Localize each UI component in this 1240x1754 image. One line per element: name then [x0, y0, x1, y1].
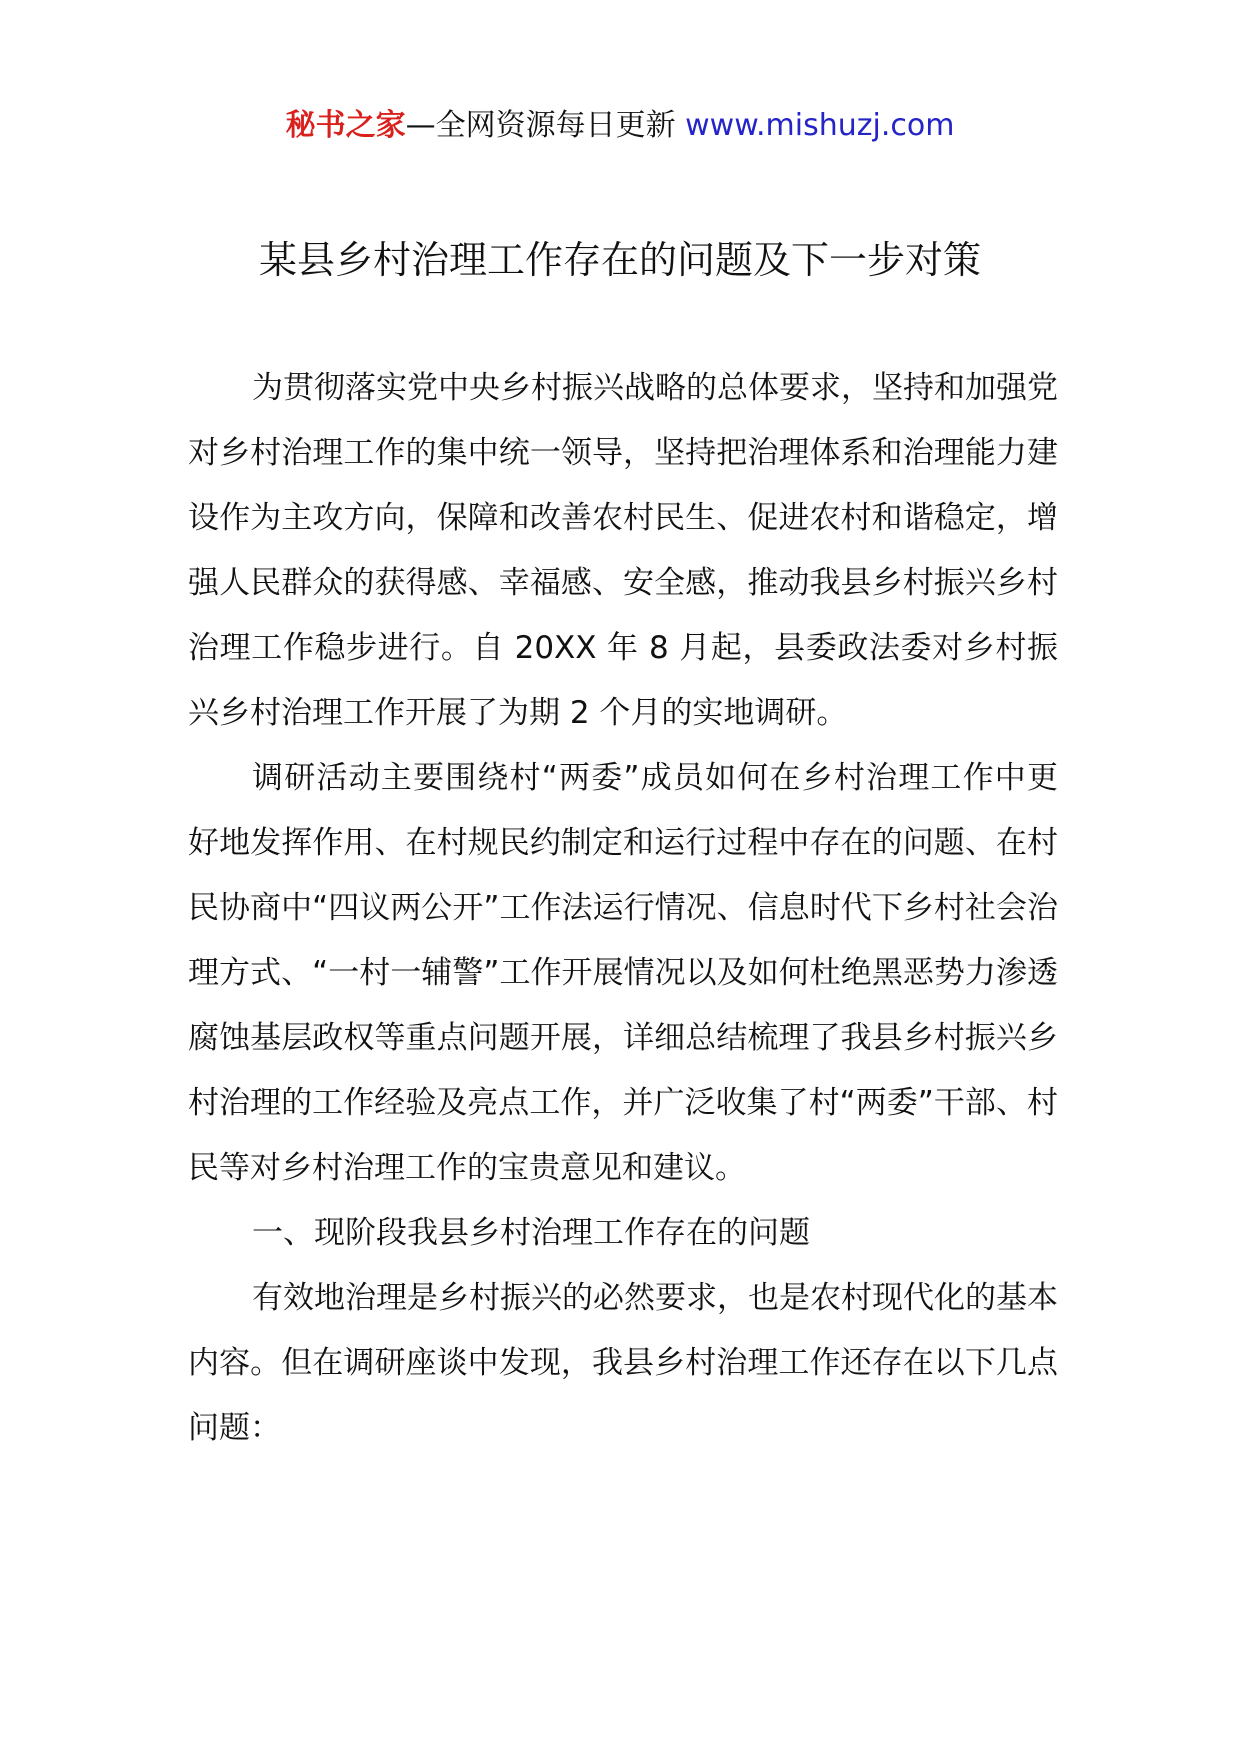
paragraph-intro: 为贯彻落实党中央乡村振兴战略的总体要求，坚持和加强党对乡村治理工作的集中统一领导，坚持把治理体系和治理能力建设作为主攻方向，保障和改善农村民生、促进农村和谐稳定，增强人民群众的获得感、幸福感、安全感，推动我县乡村振兴乡村治理工作稳步进行。自 20XX 年 8 月起，县委政法委对乡村振兴乡村治理工作开展了为期 2 个月的实地调研。 — [188, 370, 1058, 731]
paragraph-problems-intro: 有效地治理是乡村振兴的必然要求，也是农村现代化的基本内容。但在调研座谈中发现，我县乡村治理工作还存在以下几点问题： — [188, 1280, 1058, 1446]
site-url-link[interactable]: www.mishuzj.com — [685, 108, 955, 143]
document-title: 某县乡村治理工作存在的问题及下一步对策 — [258, 238, 981, 282]
paragraph-research: 调研活动主要围绕村“两委”成员如何在乡村治理工作中更好地发挥作用、在村规民约制定和运行过程中存在的问题、在村民协商中“四议两公开”工作法运行情况、信息时代下乡村社会治理方式、“一村一辅警”工作开展情况以及如何杜绝黑恶势力渗透腐蚀基层政权等重点问题开展，详细总结梳理了我县乡村振兴乡村治理的工作经验及亮点工作，并广泛收集了村“两委”干部、村民等对乡村治理工作的宝贵意见和建议。 — [188, 760, 1058, 1186]
section-heading-problems: 一、现阶段我县乡村治理工作存在的问题 — [252, 1215, 810, 1251]
document-body — [188, 356, 1058, 1461]
site-header — [0, 104, 1240, 148]
brand-name: 秘书之家 — [285, 108, 406, 143]
header-tagline: —全网资源每日更新 — [405, 108, 686, 143]
